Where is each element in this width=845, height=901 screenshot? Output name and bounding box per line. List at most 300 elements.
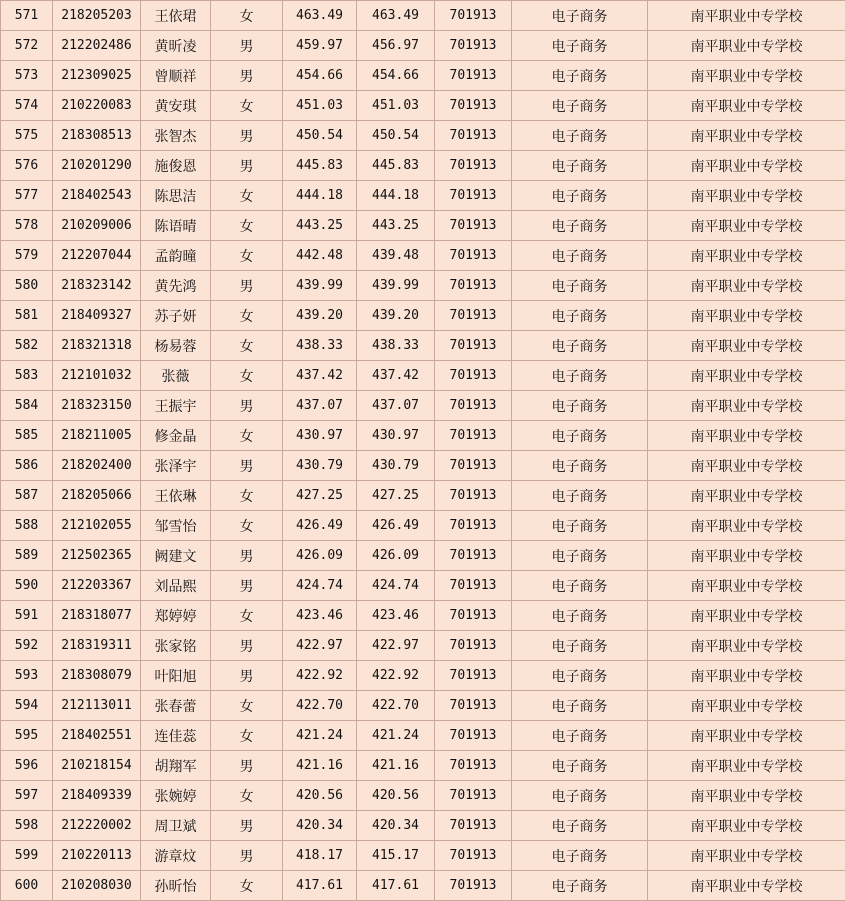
table-row — [1, 241, 845, 271]
score-cell: 430.97 — [283, 421, 357, 451]
table-row — [1, 871, 845, 901]
name-cell: 王振宇 — [141, 391, 211, 421]
name-cell: 王依珺 — [141, 1, 211, 31]
rank-cell: 574 — [1, 91, 53, 121]
score-cell: 450.54 — [283, 121, 357, 151]
adjusted-score-cell: 423.46 — [357, 601, 435, 631]
rank-cell: 577 — [1, 181, 53, 211]
rank-cell: 591 — [1, 601, 53, 631]
score-cell: 437.42 — [283, 361, 357, 391]
gender-cell: 男 — [211, 541, 283, 571]
name-cell: 连佳蕊 — [141, 721, 211, 751]
student-id-cell: 212113011 — [53, 691, 141, 721]
major-code-cell: 701913 — [435, 241, 512, 271]
table-row — [1, 511, 845, 541]
adjusted-score-cell: 424.74 — [357, 571, 435, 601]
major-cell: 电子商务 — [512, 31, 648, 61]
name-cell: 杨易蓉 — [141, 331, 211, 361]
gender-cell: 女 — [211, 871, 283, 901]
student-id-cell: 212203367 — [53, 571, 141, 601]
score-cell: 445.83 — [283, 151, 357, 181]
major-cell: 电子商务 — [512, 601, 648, 631]
adjusted-score-cell: 415.17 — [357, 841, 435, 871]
major-code-cell: 701913 — [435, 751, 512, 781]
major-cell: 电子商务 — [512, 121, 648, 151]
student-id-cell: 218319311 — [53, 631, 141, 661]
adjusted-score-cell: 420.56 — [357, 781, 435, 811]
score-cell: 427.25 — [283, 481, 357, 511]
major-code-cell: 701913 — [435, 31, 512, 61]
student-id-cell: 212101032 — [53, 361, 141, 391]
table-row — [1, 781, 845, 811]
name-cell: 张智杰 — [141, 121, 211, 151]
name-cell: 郑婷婷 — [141, 601, 211, 631]
school-cell: 南平职业中专学校 — [648, 811, 845, 841]
rank-cell: 596 — [1, 751, 53, 781]
table-row — [1, 661, 845, 691]
school-cell: 南平职业中专学校 — [648, 151, 845, 181]
rank-cell: 586 — [1, 451, 53, 481]
name-cell: 邹雪怡 — [141, 511, 211, 541]
school-cell: 南平职业中专学校 — [648, 271, 845, 301]
adjusted-score-cell: 421.24 — [357, 721, 435, 751]
table-row — [1, 271, 845, 301]
gender-cell: 男 — [211, 751, 283, 781]
score-cell: 443.25 — [283, 211, 357, 241]
major-code-cell: 701913 — [435, 361, 512, 391]
name-cell: 苏子妍 — [141, 301, 211, 331]
gender-cell: 男 — [211, 571, 283, 601]
major-cell: 电子商务 — [512, 181, 648, 211]
rank-cell: 587 — [1, 481, 53, 511]
rank-cell: 578 — [1, 211, 53, 241]
gender-cell: 男 — [211, 61, 283, 91]
adjusted-score-cell: 421.16 — [357, 751, 435, 781]
major-cell: 电子商务 — [512, 271, 648, 301]
major-cell: 电子商务 — [512, 241, 648, 271]
name-cell: 张薇 — [141, 361, 211, 391]
school-cell: 南平职业中专学校 — [648, 871, 845, 901]
gender-cell: 女 — [211, 181, 283, 211]
gender-cell: 男 — [211, 811, 283, 841]
school-cell: 南平职业中专学校 — [648, 751, 845, 781]
rank-cell: 594 — [1, 691, 53, 721]
student-id-cell: 210208030 — [53, 871, 141, 901]
name-cell: 黄安琪 — [141, 91, 211, 121]
table-row — [1, 751, 845, 781]
major-code-cell: 701913 — [435, 871, 512, 901]
score-cell: 421.24 — [283, 721, 357, 751]
school-cell: 南平职业中专学校 — [648, 1, 845, 31]
name-cell: 王依琳 — [141, 481, 211, 511]
major-cell: 电子商务 — [512, 391, 648, 421]
school-cell: 南平职业中专学校 — [648, 571, 845, 601]
rank-cell: 573 — [1, 61, 53, 91]
major-code-cell: 701913 — [435, 421, 512, 451]
name-cell: 阙建文 — [141, 541, 211, 571]
name-cell: 张泽宇 — [141, 451, 211, 481]
school-cell: 南平职业中专学校 — [648, 781, 845, 811]
gender-cell: 女 — [211, 211, 283, 241]
adjusted-score-cell: 427.25 — [357, 481, 435, 511]
student-id-cell: 218205203 — [53, 1, 141, 31]
major-cell: 电子商务 — [512, 91, 648, 121]
adjusted-score-cell: 426.09 — [357, 541, 435, 571]
school-cell: 南平职业中专学校 — [648, 241, 845, 271]
score-cell: 451.03 — [283, 91, 357, 121]
gender-cell: 男 — [211, 271, 283, 301]
major-code-cell: 701913 — [435, 601, 512, 631]
school-cell: 南平职业中专学校 — [648, 211, 845, 241]
school-cell: 南平职业中专学校 — [648, 601, 845, 631]
rank-cell: 572 — [1, 31, 53, 61]
major-code-cell: 701913 — [435, 541, 512, 571]
student-id-cell: 218409327 — [53, 301, 141, 331]
score-cell: 437.07 — [283, 391, 357, 421]
major-cell: 电子商务 — [512, 571, 648, 601]
table-row — [1, 211, 845, 241]
rank-cell: 580 — [1, 271, 53, 301]
adjusted-score-cell: 450.54 — [357, 121, 435, 151]
gender-cell: 男 — [211, 661, 283, 691]
score-cell: 420.56 — [283, 781, 357, 811]
student-id-cell: 218308079 — [53, 661, 141, 691]
school-cell: 南平职业中专学校 — [648, 481, 845, 511]
rank-cell: 585 — [1, 421, 53, 451]
rank-cell: 593 — [1, 661, 53, 691]
major-code-cell: 701913 — [435, 781, 512, 811]
table-row — [1, 631, 845, 661]
score-cell: 423.46 — [283, 601, 357, 631]
gender-cell: 男 — [211, 31, 283, 61]
student-id-cell: 218318077 — [53, 601, 141, 631]
school-cell: 南平职业中专学校 — [648, 31, 845, 61]
major-code-cell: 701913 — [435, 721, 512, 751]
gender-cell: 女 — [211, 331, 283, 361]
student-id-cell: 212220002 — [53, 811, 141, 841]
rank-cell: 588 — [1, 511, 53, 541]
table-row — [1, 181, 845, 211]
table-row — [1, 481, 845, 511]
adjusted-score-cell: 430.97 — [357, 421, 435, 451]
adjusted-score-cell: 438.33 — [357, 331, 435, 361]
table-row — [1, 121, 845, 151]
student-id-cell: 218202400 — [53, 451, 141, 481]
school-cell: 南平职业中专学校 — [648, 421, 845, 451]
score-cell: 438.33 — [283, 331, 357, 361]
score-cell: 442.48 — [283, 241, 357, 271]
school-cell: 南平职业中专学校 — [648, 661, 845, 691]
major-cell: 电子商务 — [512, 841, 648, 871]
rank-cell: 592 — [1, 631, 53, 661]
school-cell: 南平职业中专学校 — [648, 721, 845, 751]
school-cell: 南平职业中专学校 — [648, 541, 845, 571]
school-cell: 南平职业中专学校 — [648, 331, 845, 361]
major-cell: 电子商务 — [512, 811, 648, 841]
major-code-cell: 701913 — [435, 181, 512, 211]
rank-cell: 581 — [1, 301, 53, 331]
table-row — [1, 151, 845, 181]
major-code-cell: 701913 — [435, 511, 512, 541]
major-code-cell: 701913 — [435, 151, 512, 181]
student-id-cell: 218402543 — [53, 181, 141, 211]
major-code-cell: 701913 — [435, 391, 512, 421]
name-cell: 孟韵曈 — [141, 241, 211, 271]
major-cell: 电子商务 — [512, 211, 648, 241]
name-cell: 刘品熙 — [141, 571, 211, 601]
gender-cell: 女 — [211, 241, 283, 271]
rank-cell: 595 — [1, 721, 53, 751]
adjusted-score-cell: 451.03 — [357, 91, 435, 121]
rank-cell: 576 — [1, 151, 53, 181]
gender-cell: 男 — [211, 451, 283, 481]
major-cell: 电子商务 — [512, 451, 648, 481]
rank-cell: 575 — [1, 121, 53, 151]
student-id-cell: 210218154 — [53, 751, 141, 781]
school-cell: 南平职业中专学校 — [648, 61, 845, 91]
rank-cell: 597 — [1, 781, 53, 811]
school-cell: 南平职业中专学校 — [648, 841, 845, 871]
adjusted-score-cell: 430.79 — [357, 451, 435, 481]
adjusted-score-cell: 456.97 — [357, 31, 435, 61]
major-code-cell: 701913 — [435, 271, 512, 301]
school-cell: 南平职业中专学校 — [648, 451, 845, 481]
rank-cell: 598 — [1, 811, 53, 841]
table-row — [1, 691, 845, 721]
student-id-cell: 210220083 — [53, 91, 141, 121]
rank-cell: 582 — [1, 331, 53, 361]
rank-cell: 579 — [1, 241, 53, 271]
table-row — [1, 361, 845, 391]
name-cell: 黄昕凌 — [141, 31, 211, 61]
name-cell: 孙昕怡 — [141, 871, 211, 901]
school-cell: 南平职业中专学校 — [648, 511, 845, 541]
student-id-cell: 218323142 — [53, 271, 141, 301]
score-cell: 422.97 — [283, 631, 357, 661]
table-body — [1, 1, 845, 901]
score-cell: 424.74 — [283, 571, 357, 601]
major-cell: 电子商务 — [512, 871, 648, 901]
gender-cell: 女 — [211, 361, 283, 391]
student-id-cell: 218323150 — [53, 391, 141, 421]
major-code-cell: 701913 — [435, 691, 512, 721]
student-id-cell: 218205066 — [53, 481, 141, 511]
student-id-cell: 218211005 — [53, 421, 141, 451]
major-cell: 电子商务 — [512, 691, 648, 721]
major-cell: 电子商务 — [512, 361, 648, 391]
gender-cell: 男 — [211, 151, 283, 181]
school-cell: 南平职业中专学校 — [648, 631, 845, 661]
rank-cell: 583 — [1, 361, 53, 391]
major-code-cell: 701913 — [435, 301, 512, 331]
student-id-cell: 212202486 — [53, 31, 141, 61]
gender-cell: 男 — [211, 841, 283, 871]
name-cell: 黄先鸿 — [141, 271, 211, 301]
major-cell: 电子商务 — [512, 631, 648, 661]
score-cell: 459.97 — [283, 31, 357, 61]
table-row — [1, 91, 845, 121]
adjusted-score-cell: 445.83 — [357, 151, 435, 181]
major-cell: 电子商务 — [512, 661, 648, 691]
score-cell: 430.79 — [283, 451, 357, 481]
table-row — [1, 601, 845, 631]
table-row — [1, 331, 845, 361]
table-row — [1, 301, 845, 331]
adjusted-score-cell: 417.61 — [357, 871, 435, 901]
adjusted-score-cell: 444.18 — [357, 181, 435, 211]
school-cell: 南平职业中专学校 — [648, 691, 845, 721]
score-cell: 439.20 — [283, 301, 357, 331]
major-code-cell: 701913 — [435, 331, 512, 361]
rank-cell: 599 — [1, 841, 53, 871]
table-row — [1, 451, 845, 481]
score-cell: 418.17 — [283, 841, 357, 871]
gender-cell: 女 — [211, 91, 283, 121]
school-cell: 南平职业中专学校 — [648, 391, 845, 421]
student-id-cell: 210209006 — [53, 211, 141, 241]
major-code-cell: 701913 — [435, 841, 512, 871]
major-code-cell: 701913 — [435, 811, 512, 841]
score-cell: 439.99 — [283, 271, 357, 301]
adjusted-score-cell: 426.49 — [357, 511, 435, 541]
major-code-cell: 701913 — [435, 211, 512, 241]
student-id-cell: 218402551 — [53, 721, 141, 751]
gender-cell: 女 — [211, 721, 283, 751]
score-cell: 422.70 — [283, 691, 357, 721]
name-cell: 张春蕾 — [141, 691, 211, 721]
score-cell: 454.66 — [283, 61, 357, 91]
name-cell: 张家铭 — [141, 631, 211, 661]
table-row — [1, 1, 845, 31]
major-cell: 电子商务 — [512, 61, 648, 91]
major-code-cell: 701913 — [435, 1, 512, 31]
adjusted-score-cell: 454.66 — [357, 61, 435, 91]
table-row — [1, 841, 845, 871]
adjusted-score-cell: 439.48 — [357, 241, 435, 271]
rank-cell: 590 — [1, 571, 53, 601]
gender-cell: 男 — [211, 631, 283, 661]
adjusted-score-cell: 437.42 — [357, 361, 435, 391]
student-id-cell: 212309025 — [53, 61, 141, 91]
rank-cell: 571 — [1, 1, 53, 31]
major-code-cell: 701913 — [435, 571, 512, 601]
student-id-cell: 218308513 — [53, 121, 141, 151]
name-cell: 游章炆 — [141, 841, 211, 871]
gender-cell: 男 — [211, 391, 283, 421]
table-row — [1, 421, 845, 451]
adjusted-score-cell: 422.92 — [357, 661, 435, 691]
table-row — [1, 391, 845, 421]
major-cell: 电子商务 — [512, 151, 648, 181]
major-cell: 电子商务 — [512, 541, 648, 571]
major-cell: 电子商务 — [512, 481, 648, 511]
score-cell: 422.92 — [283, 661, 357, 691]
major-cell: 电子商务 — [512, 511, 648, 541]
major-cell: 电子商务 — [512, 781, 648, 811]
rank-cell: 584 — [1, 391, 53, 421]
major-cell: 电子商务 — [512, 751, 648, 781]
adjusted-score-cell: 420.34 — [357, 811, 435, 841]
school-cell: 南平职业中专学校 — [648, 301, 845, 331]
student-id-cell: 218409339 — [53, 781, 141, 811]
adjusted-score-cell: 463.49 — [357, 1, 435, 31]
score-cell: 420.34 — [283, 811, 357, 841]
name-cell: 陈思洁 — [141, 181, 211, 211]
student-id-cell: 210201290 — [53, 151, 141, 181]
table-row — [1, 721, 845, 751]
major-code-cell: 701913 — [435, 661, 512, 691]
gender-cell: 女 — [211, 691, 283, 721]
gender-cell: 男 — [211, 121, 283, 151]
student-id-cell: 218321318 — [53, 331, 141, 361]
score-cell: 463.49 — [283, 1, 357, 31]
gender-cell: 女 — [211, 421, 283, 451]
table-row — [1, 541, 845, 571]
student-id-cell: 210220113 — [53, 841, 141, 871]
name-cell: 陈语晴 — [141, 211, 211, 241]
gender-cell: 女 — [211, 481, 283, 511]
name-cell: 曾顺祥 — [141, 61, 211, 91]
school-cell: 南平职业中专学校 — [648, 361, 845, 391]
adjusted-score-cell: 439.20 — [357, 301, 435, 331]
student-id-cell: 212502365 — [53, 541, 141, 571]
name-cell: 胡翔军 — [141, 751, 211, 781]
major-code-cell: 701913 — [435, 481, 512, 511]
adjusted-score-cell: 422.70 — [357, 691, 435, 721]
table-row — [1, 61, 845, 91]
score-cell: 426.49 — [283, 511, 357, 541]
major-cell: 电子商务 — [512, 1, 648, 31]
student-id-cell: 212102055 — [53, 511, 141, 541]
gender-cell: 女 — [211, 511, 283, 541]
name-cell: 施俊恩 — [141, 151, 211, 181]
student-id-cell: 212207044 — [53, 241, 141, 271]
school-cell: 南平职业中专学校 — [648, 181, 845, 211]
name-cell: 张婉婷 — [141, 781, 211, 811]
score-cell: 421.16 — [283, 751, 357, 781]
rank-cell: 589 — [1, 541, 53, 571]
school-cell: 南平职业中专学校 — [648, 91, 845, 121]
major-cell: 电子商务 — [512, 421, 648, 451]
major-code-cell: 701913 — [435, 61, 512, 91]
adjusted-score-cell: 443.25 — [357, 211, 435, 241]
gender-cell: 女 — [211, 601, 283, 631]
adjusted-score-cell: 437.07 — [357, 391, 435, 421]
table-row — [1, 31, 845, 61]
school-cell: 南平职业中专学校 — [648, 121, 845, 151]
adjusted-score-cell: 422.97 — [357, 631, 435, 661]
major-code-cell: 701913 — [435, 91, 512, 121]
table-row — [1, 571, 845, 601]
adjusted-score-cell: 439.99 — [357, 271, 435, 301]
major-code-cell: 701913 — [435, 631, 512, 661]
major-code-cell: 701913 — [435, 121, 512, 151]
rank-cell: 600 — [1, 871, 53, 901]
name-cell: 周卫斌 — [141, 811, 211, 841]
gender-cell: 女 — [211, 301, 283, 331]
name-cell: 叶阳旭 — [141, 661, 211, 691]
score-cell: 417.61 — [283, 871, 357, 901]
major-cell: 电子商务 — [512, 721, 648, 751]
score-cell: 444.18 — [283, 181, 357, 211]
table-row — [1, 811, 845, 841]
major-cell: 电子商务 — [512, 301, 648, 331]
name-cell: 修金晶 — [141, 421, 211, 451]
major-cell: 电子商务 — [512, 331, 648, 361]
major-code-cell: 701913 — [435, 451, 512, 481]
gender-cell: 女 — [211, 1, 283, 31]
gender-cell: 女 — [211, 781, 283, 811]
